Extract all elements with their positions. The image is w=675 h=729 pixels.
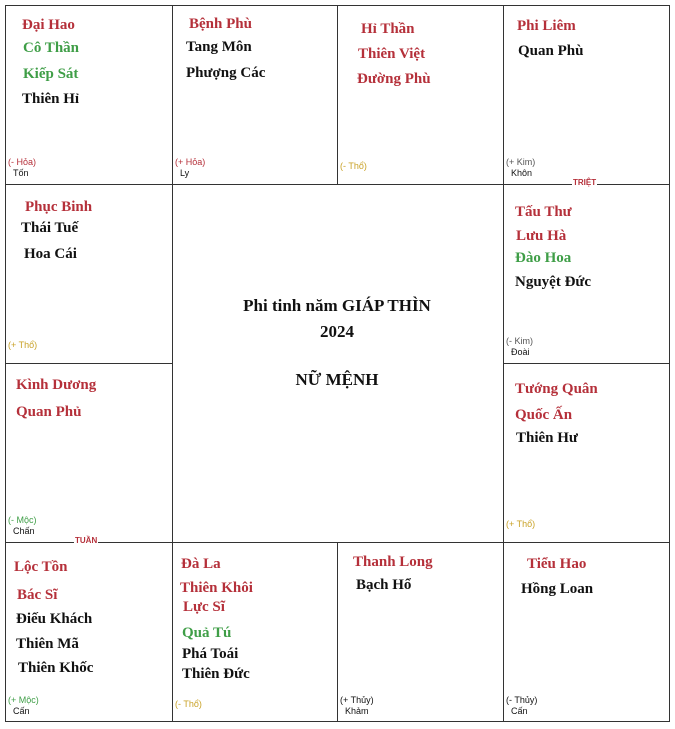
star-label: Thiên Khôi — [180, 580, 253, 596]
star-label: Lộc Tồn — [14, 559, 68, 575]
element-label: (+ Mộc) — [8, 695, 39, 705]
element-label: (- Thổ) — [340, 161, 367, 171]
star-label: Phi Liêm — [517, 18, 576, 34]
star-label: Đà La — [181, 556, 221, 572]
element-label: (+ Thổ) — [506, 519, 536, 529]
star-label: Thiên Đức — [182, 666, 250, 682]
center-year: 2024 — [320, 322, 354, 341]
element-label: (- Mộc) — [8, 515, 37, 525]
triet-marker: TRIỆT — [573, 178, 597, 187]
palace-direction-label: Khôn — [511, 168, 533, 178]
star-label: Quả Tú — [182, 625, 232, 641]
star-label: Thiên Khốc — [18, 660, 94, 676]
star-label: Thái Tuế — [21, 220, 79, 236]
element-label: (- Thổ) — [175, 699, 202, 709]
star-label: Thiên Hư — [516, 430, 578, 446]
star-label: Tiểu Hao — [527, 556, 587, 572]
star-label: Hồng Loan — [521, 581, 594, 597]
element-label: (- Thủy) — [506, 695, 538, 705]
star-label: Quan Phủ — [16, 404, 82, 420]
palace-direction-label: Tốn — [13, 168, 29, 178]
element-label: (+ Thổ) — [8, 340, 38, 350]
star-label: Tấu Thư — [515, 204, 572, 220]
star-label: Tang Môn — [186, 39, 252, 55]
star-label: Quốc Ấn — [515, 407, 573, 423]
palace-direction-label: Đoài — [511, 347, 530, 357]
palace-direction-label: Khảm — [345, 706, 369, 716]
star-label: Phá Toái — [182, 646, 239, 662]
star-label: Điếu Khách — [16, 611, 93, 627]
tuan-marker: TUẦN — [75, 536, 98, 545]
star-label: Lực Sĩ — [183, 599, 225, 615]
element-label: (+ Hỏa) — [175, 157, 206, 167]
star-label: Phượng Các — [186, 65, 266, 81]
star-label: Thiên Mã — [16, 636, 79, 652]
star-label: Kình Dương — [16, 377, 97, 393]
palace-direction-label: Cấn — [13, 706, 30, 716]
star-label: Hỉ Thần — [361, 21, 415, 37]
star-label: Kiếp Sát — [23, 66, 79, 82]
element-label: (+ Thủy) — [340, 695, 374, 705]
palace-direction-label: Cấn — [511, 706, 528, 716]
star-label: Hoa Cái — [24, 246, 77, 262]
palace-direction-label: Ly — [180, 168, 190, 178]
star-label: Đường Phù — [357, 71, 431, 87]
star-label: Thanh Long — [353, 554, 433, 570]
star-label: Đào Hoa — [515, 250, 572, 266]
star-label: Thiên Hỉ — [22, 91, 80, 107]
center-title: Phi tinh năm GIÁP THÌN — [243, 296, 431, 315]
element-label: (- Kim) — [506, 336, 533, 346]
star-label: Đại Hao — [22, 17, 75, 33]
star-label: Tướng Quân — [515, 381, 598, 397]
star-label: Phục Binh — [25, 199, 93, 215]
star-label: Thiên Việt — [358, 46, 426, 62]
star-label: Nguyệt Đức — [515, 274, 592, 290]
center-gender: NỮ MỆNH — [295, 370, 379, 389]
palace-direction-label: Chấn — [13, 526, 35, 536]
star-label: Bạch Hổ — [356, 577, 412, 593]
star-label: Bác Sĩ — [17, 587, 58, 603]
element-label: (- Hỏa) — [8, 157, 37, 167]
element-label: (+ Kim) — [506, 157, 536, 167]
star-label: Quan Phù — [518, 43, 584, 59]
star-label: Bệnh Phù — [189, 16, 252, 32]
star-label: Cô Thần — [23, 40, 80, 56]
star-label: Lưu Hà — [516, 228, 567, 244]
